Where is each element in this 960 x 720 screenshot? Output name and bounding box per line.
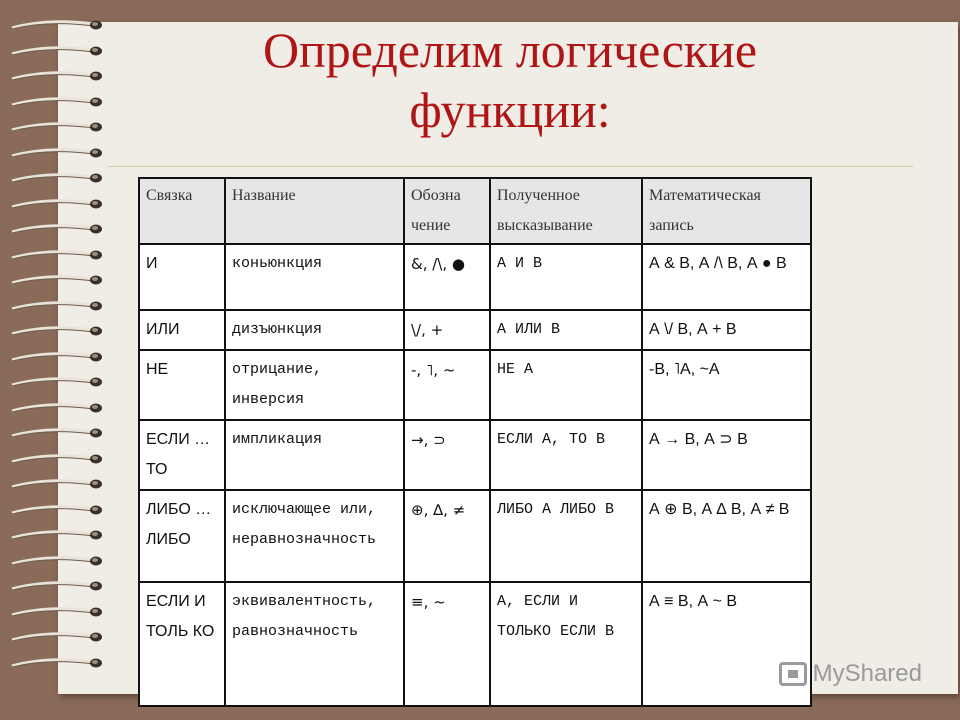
cell-statement: ЕСЛИ А, ТО В [490,420,642,490]
spiral-binding [0,18,110,698]
spiral-ring [8,197,104,211]
title-line-1: Определим логические [262,22,758,78]
header-math: Математическая запись [642,178,811,244]
watermark [779,660,922,688]
spiral-ring [8,656,104,670]
cell-link: ЕСЛИ И ТОЛЬ КО [139,582,225,706]
cell-notation: \/, + [404,310,490,350]
cell-notation: ≡, ~ [404,582,490,706]
spiral-ring [8,630,104,644]
spiral-ring [8,401,104,415]
spiral-ring [8,222,104,236]
cell-statement: НЕ А [490,350,642,420]
spiral-ring [8,528,104,542]
spiral-ring [8,146,104,160]
cell-link: И [139,244,225,310]
cell-math: А → В, А ⊃ В [642,420,811,490]
spiral-ring [8,324,104,338]
cell-name: коньюнкция [225,244,404,310]
cell-link: ЕСЛИ … ТО [139,420,225,490]
cell-name: дизъюнкция [225,310,404,350]
table-row [139,244,811,310]
page-title [110,20,910,140]
table-row [139,310,811,350]
spiral-ring [8,426,104,440]
logic-functions-table [138,177,812,707]
cell-name: исключающее или, неравнозначность [225,490,404,582]
cell-statement: А И В [490,244,642,310]
cell-math: А ≡ В, А ~ В [642,582,811,706]
cell-statement: А, ЕСЛИ И ТОЛЬКО ЕСЛИ В [490,582,642,706]
table-row [139,420,811,490]
cell-link: ИЛИ [139,310,225,350]
spiral-ring [8,44,104,58]
cell-link: ЛИБО … ЛИБО [139,490,225,582]
spiral-ring [8,477,104,491]
header-link: Связка [139,178,225,244]
projector-icon [779,662,807,686]
watermark-text: MyShared [812,660,922,687]
table-row [139,350,811,420]
spiral-ring [8,18,104,32]
header-notation: Обозна чение [404,178,490,244]
cell-statement: ЛИБО А ЛИБО В [490,490,642,582]
cell-statement: А ИЛИ В [490,310,642,350]
cell-link: НЕ [139,350,225,420]
spiral-ring [8,120,104,134]
cell-notation: ⊕, ∆, ≠ [404,490,490,582]
spiral-ring [8,171,104,185]
table-header-row [139,178,811,244]
cell-math: А & В, А /\ В, А ● В [642,244,811,310]
spiral-ring [8,375,104,389]
spiral-ring [8,273,104,287]
cell-math: А \/ В, А + В [642,310,811,350]
title-line-2: функции: [409,82,611,138]
spiral-ring [8,605,104,619]
cell-name: отрицание, инверсия [225,350,404,420]
cell-name: импликация [225,420,404,490]
table-row [139,490,811,582]
title-divider [108,166,913,167]
spiral-ring [8,554,104,568]
spiral-ring [8,69,104,83]
cell-name: эквивалентность, равнозначность [225,582,404,706]
cell-notation: -, ˥, ~ [404,350,490,420]
cell-math: -В, ˥А, ~А [642,350,811,420]
spiral-ring [8,503,104,517]
spiral-ring [8,350,104,364]
header-name: Название [225,178,404,244]
cell-notation: &, /\, ● [404,244,490,310]
table-row [139,582,811,706]
spiral-ring [8,452,104,466]
header-statement: Полученное высказывание [490,178,642,244]
spiral-ring [8,299,104,313]
cell-math: А ⊕ В, А ∆ В, А ≠ В [642,490,811,582]
cell-notation: →, ⊃ [404,420,490,490]
spiral-ring [8,248,104,262]
spiral-ring [8,95,104,109]
spiral-ring [8,579,104,593]
